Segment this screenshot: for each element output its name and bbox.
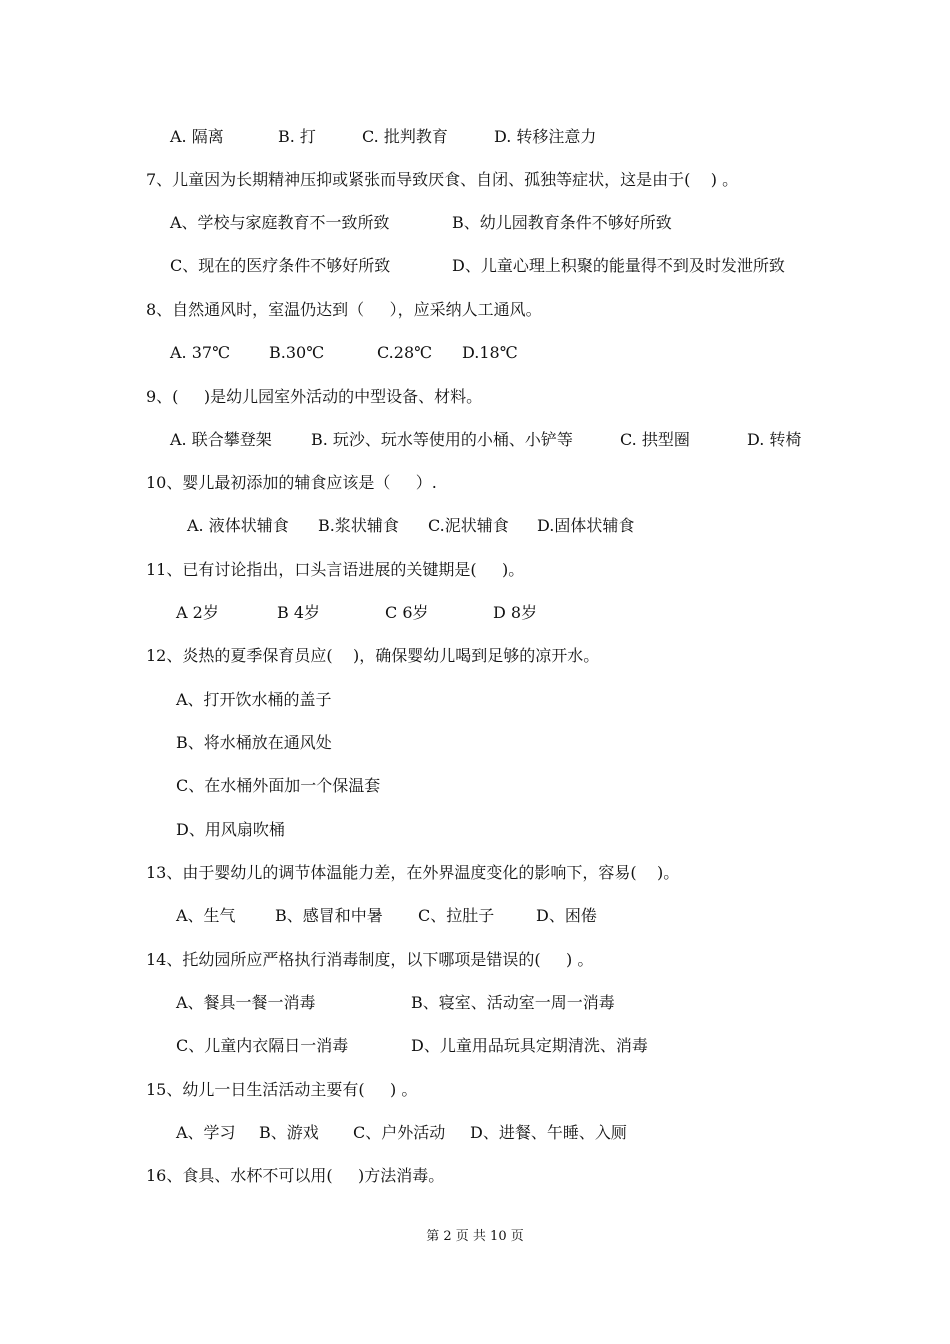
q14-row1-option-2: B、寝室、活动室一周一消毒 (411, 993, 615, 1012)
q16-question: 16、食具、水杯不可以用( )方法消毒。 (146, 1166, 445, 1185)
q12-a-option: A、打开饮水桶的盖子 (176, 690, 332, 709)
q14-row2-option-1: C、儿童内衣隔日一消毒 (176, 1036, 349, 1055)
q15-options-option-1: A、学习 (176, 1123, 236, 1142)
q10-options-option-1: A. 液体状辅食 (187, 516, 289, 535)
q15-options-option-3: C、户外活动 (353, 1123, 446, 1142)
q9-question: 9、( )是幼儿园室外活动的中型设备、材料。 (146, 387, 483, 406)
q10-options-option-2: B.浆状辅食 (318, 516, 399, 535)
q6-options-option-2: B. 打 (278, 127, 316, 146)
q13-options-option-2: B、感冒和中暑 (275, 906, 383, 925)
q7-row1-option-2: B、幼儿园教育条件不够好所致 (452, 213, 672, 232)
q11-options-option-1: A 2岁 (176, 603, 219, 622)
q15-options-option-2: B、游戏 (259, 1123, 319, 1142)
q8-options-option-4: D.18℃ (462, 343, 518, 362)
q12-b-option: B、将水桶放在通风处 (176, 733, 332, 752)
page-footer: 第 2 页 共 10 页 (426, 1229, 524, 1244)
q10-question: 10、婴儿最初添加的辅食应该是（ ）. (146, 473, 437, 492)
q8-options-option-3: C.28℃ (377, 343, 433, 362)
q13-options-option-3: C、拉肚子 (418, 906, 495, 925)
q7-row2-option-2: D、儿童心理上积聚的能量得不到及时发泄所致 (452, 256, 785, 275)
q14-row1-option-1: A、餐具一餐一消毒 (176, 993, 316, 1012)
q11-options-option-2: B 4岁 (277, 603, 321, 622)
q15-question: 15、幼儿一日生活活动主要有( ) 。 (146, 1080, 418, 1099)
q9-options-option-4: D. 转椅 (747, 430, 802, 449)
q7-row2-option-1: C、现在的医疗条件不够好所致 (170, 256, 391, 275)
q14-row2-option-2: D、儿童用品玩具定期清洗、消毒 (411, 1036, 648, 1055)
q10-options-option-3: C.泥状辅食 (428, 516, 509, 535)
q8-question: 8、自然通风时，室温仍达到（ ），应采纳人工通风。 (146, 300, 542, 319)
q9-options-option-3: C. 拱型圈 (620, 430, 690, 449)
q6-options-option-3: C. 批判教育 (362, 127, 448, 146)
q15-options-option-4: D、进餐、午睡、入厕 (470, 1123, 627, 1142)
q6-options-option-4: D. 转移注意力 (494, 127, 597, 146)
q14-question: 14、托幼园所应严格执行消毒制度，以下哪项是错误的( ) 。 (146, 950, 594, 969)
q13-options-option-4: D、困倦 (536, 906, 597, 925)
q8-options-option-2: B.30℃ (269, 343, 325, 362)
q9-options-option-2: B. 玩沙、玩水等使用的小桶、小铲等 (311, 430, 573, 449)
q6-options-option-1: A. 隔离 (170, 127, 224, 146)
q7-row1-option-1: A、学校与家庭教育不一致所致 (170, 213, 390, 232)
q11-question: 11、已有讨论指出，口头言语进展的关键期是( )。 (146, 560, 525, 579)
q12-d-option: D、用风扇吹桶 (176, 820, 285, 839)
q12-question: 12、炎热的夏季保育员应( )，确保婴幼儿喝到足够的凉开水。 (146, 646, 600, 665)
q9-options-option-1: A. 联合攀登架 (170, 430, 272, 449)
q11-options-option-4: D 8岁 (493, 603, 538, 622)
q8-options-option-1: A. 37℃ (170, 343, 230, 362)
q13-options-option-1: A、生气 (176, 906, 236, 925)
q13-question: 13、由于婴幼儿的调节体温能力差，在外界温度变化的影响下，容易( )。 (146, 863, 680, 882)
q12-c-option: C、在水桶外面加一个保温套 (176, 776, 381, 795)
q10-options-option-4: D.固体状辅食 (537, 516, 635, 535)
q11-options-option-3: C 6岁 (385, 603, 429, 622)
q7-question: 7、儿童因为长期精神压抑或紧张而导致厌食、自闭、孤独等症状，这是由于( ) 。 (146, 170, 739, 189)
